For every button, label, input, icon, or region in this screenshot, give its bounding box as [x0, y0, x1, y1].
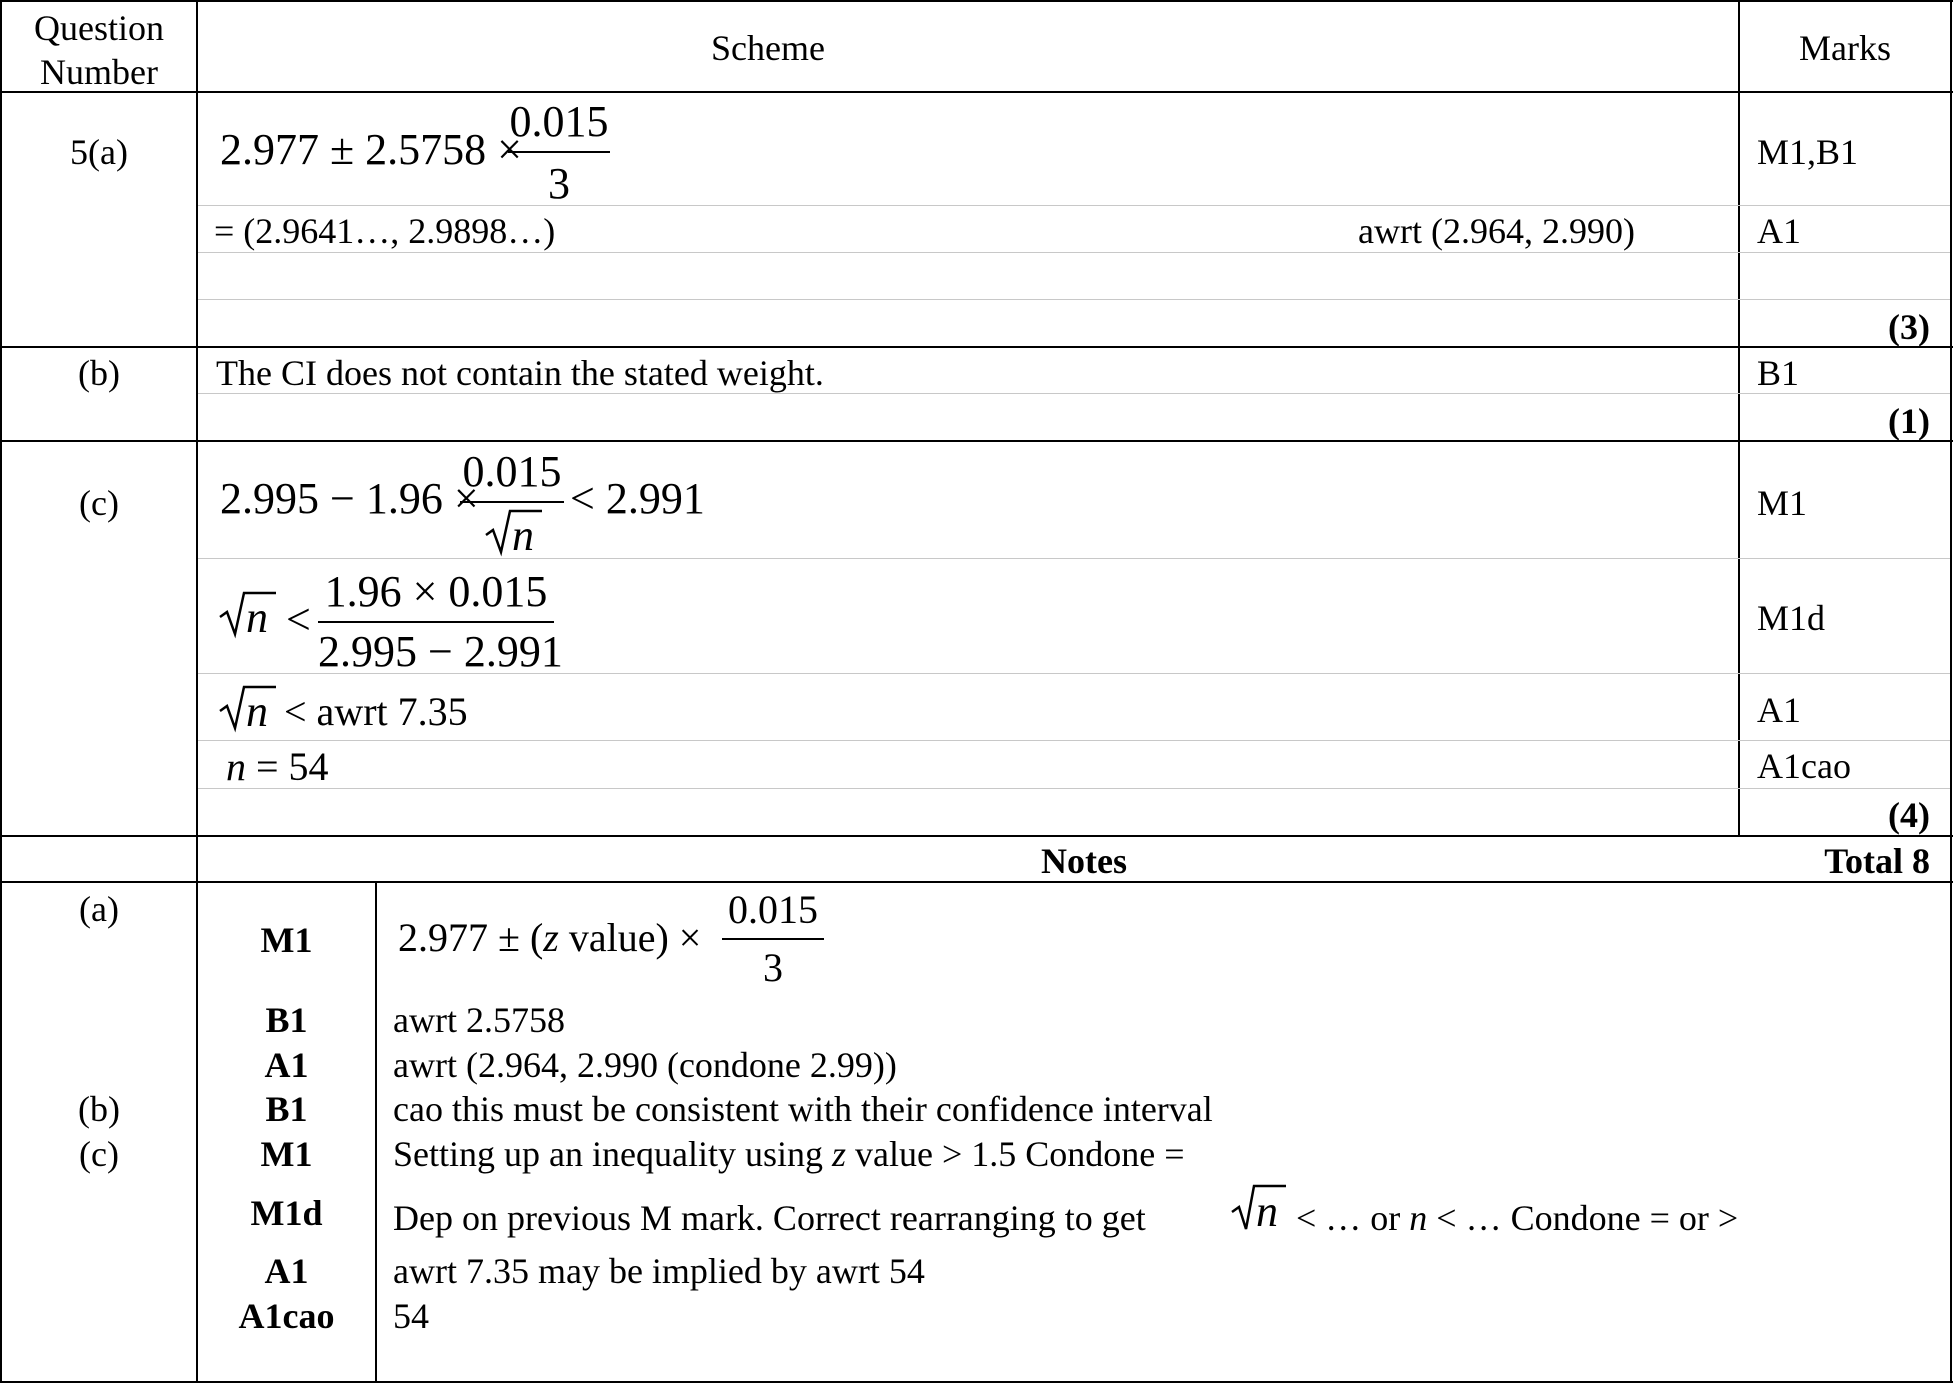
part-b-mark: B1 [1757, 353, 1800, 393]
part-a-bottom-rule [0, 346, 1953, 348]
part-c-line2-sqrt [220, 590, 276, 642]
row-rule [198, 558, 1950, 559]
note-mark-m1-a: M1 [260, 920, 313, 960]
notes-total: Total 8 [1824, 841, 1930, 881]
row-rule [198, 740, 1950, 741]
note-a1-c-text: awrt 7.35 may be implied by awrt 54 [393, 1251, 925, 1291]
header-marks-label: Marks [1799, 28, 1891, 68]
note-mark-m1d-c: M1d [250, 1193, 323, 1233]
table-border-right [1950, 0, 1952, 1383]
row-rule [198, 252, 1950, 253]
part-c-total: (4) [1888, 795, 1930, 835]
sqrt-variable: n [512, 511, 534, 560]
header-question-line1: Question [34, 8, 164, 48]
part-c-mark-2: M1d [1757, 598, 1826, 638]
part-c-mark-3: A1 [1757, 690, 1801, 730]
note-m1-a-fraction [722, 887, 824, 990]
note-mark-b1-b: B1 [265, 1089, 308, 1129]
note-m1d-c-text2 [1296, 1200, 1738, 1236]
header-question-line2: Number [40, 52, 158, 92]
sqrt-variable: n [246, 593, 268, 642]
note-b1-b-text: cao this must be consistent with their confidence interval [393, 1089, 1213, 1129]
part-c-mark-1: M1 [1757, 483, 1808, 523]
part-c-line3-sqrt [220, 684, 276, 736]
note-mark-a1cao-c: A1cao [238, 1296, 335, 1336]
fraction-bar [508, 151, 610, 153]
part-a-awrt-note: awrt (2.964, 2.990) [1358, 211, 1635, 251]
variable-n: n [226, 744, 246, 789]
variable-z: z [543, 915, 559, 960]
part-c-line4 [226, 744, 329, 789]
note-m1d-c-sqrt [1232, 1183, 1286, 1236]
part-b-bottom-rule [0, 440, 1953, 442]
table-border-left [0, 0, 2, 1383]
fraction-bar [460, 501, 564, 503]
note-mark-a1-c: A1 [264, 1251, 309, 1291]
row-rule [198, 393, 1950, 394]
fraction-denominator: 3 [763, 945, 783, 990]
header-question-label [2, 6, 196, 94]
sqrt-variable: n [246, 687, 268, 736]
notes-part-b-label: (b) [78, 1089, 120, 1129]
row-rule [198, 299, 1950, 300]
notes-part-c-label: (c) [79, 1134, 119, 1174]
note-a1-a-text: awrt (2.964, 2.990 (condone 2.99)) [393, 1045, 897, 1085]
variable-z: z [831, 1134, 846, 1174]
part-a-mark-1: M1,B1 [1757, 132, 1859, 172]
note-mark-a1-a: A1 [264, 1045, 309, 1085]
part-c-mark-4: A1cao [1757, 746, 1851, 786]
part-c-line2-fraction [318, 567, 563, 676]
part-c-label: (c) [79, 483, 119, 523]
note-m1d-c-text1: Dep on previous M mark. Correct rearranging to get [393, 1198, 1146, 1238]
header-scheme-label: Scheme [711, 28, 825, 68]
note-m1-a-mid: value) × [558, 915, 702, 960]
note-mark-m1-c: M1 [260, 1134, 313, 1174]
note-m1-c-text [393, 1136, 1185, 1172]
notes-title: Notes [1041, 841, 1127, 881]
part-a-fraction [508, 97, 610, 208]
fraction-denominator: 3 [548, 159, 570, 208]
note-m1-a-expression [398, 915, 702, 960]
note-m1d-c-part2: < … or [1296, 1198, 1410, 1238]
note-a1cao-c-text: 54 [393, 1296, 429, 1336]
part-b-statement: The CI does not contain the stated weight. [216, 353, 824, 393]
part-b-total: (1) [1888, 401, 1930, 441]
part-c-bottom-rule [0, 835, 1953, 837]
note-m1-c-part2: value > 1.5 Condone = [845, 1134, 1185, 1174]
part-a-total: (3) [1888, 307, 1930, 347]
note-b1-a-text: awrt 2.5758 [393, 1000, 565, 1040]
fraction-bar [318, 621, 554, 623]
notes-part-a-label: (a) [79, 889, 119, 929]
row-rule [198, 788, 1950, 789]
sqrt-variable: n [1256, 1187, 1278, 1236]
part-c-line2-less-than: < [286, 595, 311, 644]
column-divider-question [196, 0, 198, 1383]
part-c-line1-sqrt [486, 508, 542, 560]
fraction-numerator: 0.015 [462, 447, 562, 496]
fraction-numerator: 0.015 [509, 97, 609, 146]
fraction-numerator: 0.015 [728, 887, 818, 932]
fraction-bar [722, 938, 824, 940]
part-a-mark-2: A1 [1757, 211, 1801, 251]
row-rule [198, 205, 1950, 206]
part-c-line1-rhs: < 2.991 [570, 474, 705, 523]
note-mark-b1-a: B1 [265, 1000, 308, 1040]
part-a-interval: = (2.9641…, 2.9898…) [214, 211, 556, 251]
fraction-denominator: 2.995 − 2.991 [318, 627, 563, 676]
part-c-line1-lhs: 2.995 − 1.96 × [220, 474, 479, 523]
header-rule [0, 91, 1953, 93]
part-c-line3-text: < awrt 7.35 [284, 689, 468, 734]
note-m1-c-part1: Setting up an inequality using [393, 1134, 832, 1174]
notes-header-rule [0, 881, 1953, 883]
part-a-label: 5(a) [70, 132, 128, 172]
fraction-numerator: 1.96 × 0.015 [324, 567, 548, 616]
note-m1-a-lhs: 2.977 ± ( [398, 915, 544, 960]
note-m1d-c-part3: < … Condone = or > [1427, 1198, 1739, 1238]
part-c-line4-rest: = 54 [256, 744, 329, 789]
part-a-expression-lhs: 2.977 ± 2.5758 × [220, 125, 522, 174]
table-border-top [0, 0, 1953, 2]
part-b-label: (b) [78, 353, 120, 393]
column-divider-notes-marks [375, 882, 377, 1383]
variable-n: n [1409, 1198, 1428, 1238]
